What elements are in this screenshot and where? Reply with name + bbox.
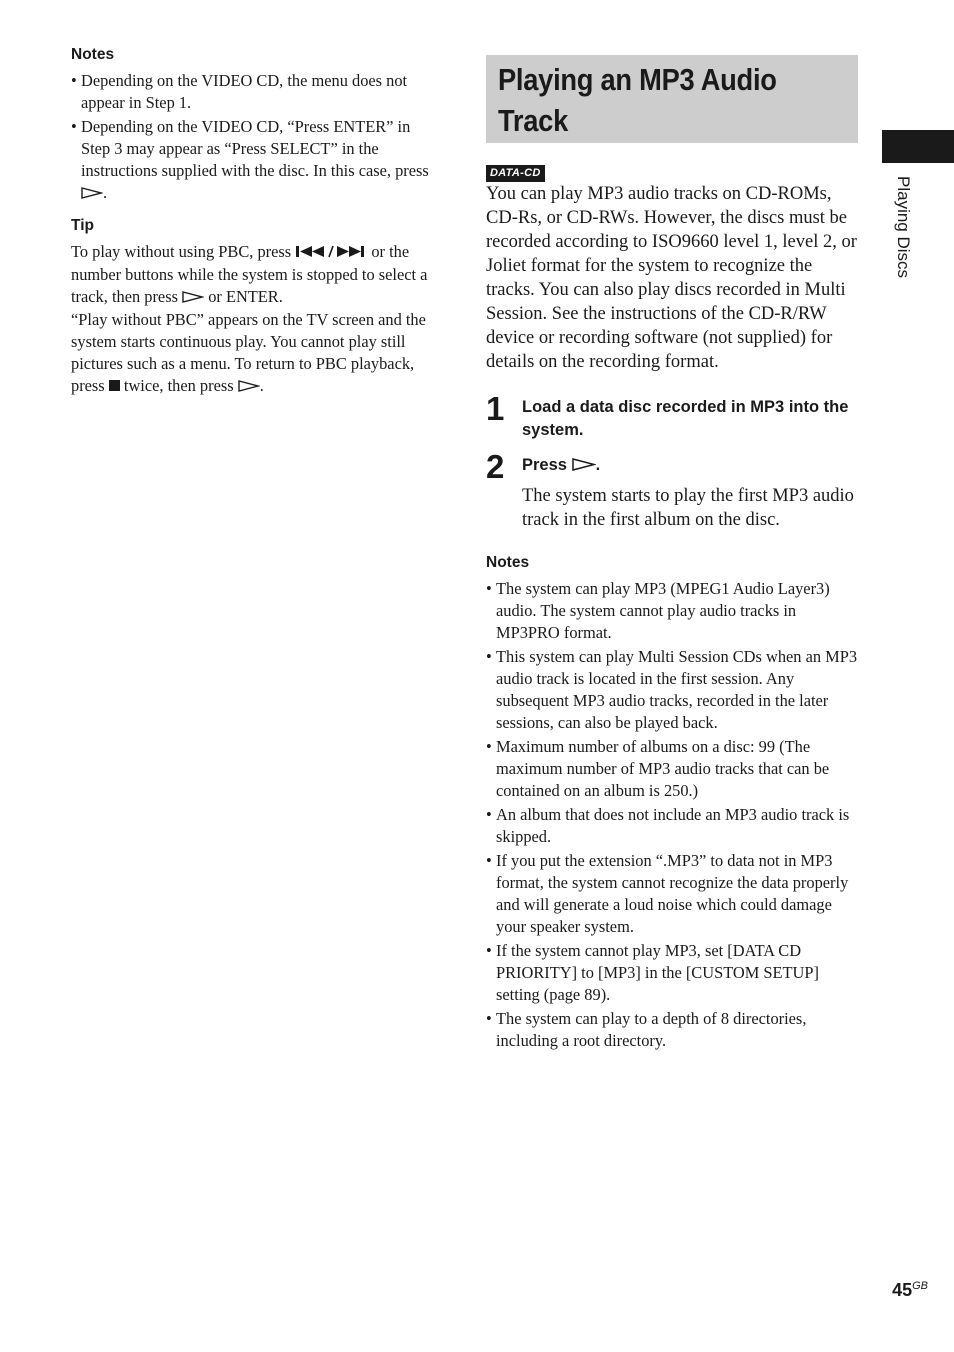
notes-heading: Notes: [486, 554, 530, 571]
note-item: • The system can play MP3 (MPEG1 Audio Layer3) audio. The system cannot play audio tracks in MP3PRO format.: [486, 578, 858, 644]
tip-heading: Tip: [71, 217, 94, 234]
page-number: $45^{GB}$: [892, 1280, 928, 1300]
notes-heading: Notes: [71, 46, 115, 63]
tip-paragraph: “Play without PBC” appears on the TV screen and the system starts continuous play. You cannot play still pictures such as a menu. To return to PBC playback, press twice, then press .: [71, 309, 443, 398]
section-title-box: [486, 55, 858, 143]
step-text: Load a data disc recorded in MP3 into the system.: [522, 398, 849, 439]
play-icon: [182, 287, 204, 309]
play-icon: [572, 455, 596, 478]
page-title: Playing an MP3 Audio Track: [498, 62, 777, 138]
page-number-suffix: GB: [912, 1280, 928, 1292]
step-1: [486, 390, 858, 442]
step-number: 1: [486, 390, 505, 427]
step-number: 2: [486, 448, 505, 485]
note-item: • An album that does not include an MP3 audio track is skipped.: [486, 804, 858, 848]
tip-paragraph: To play without using PBC, press or the number buttons while the system is stopped to select a track, then press or ENTER.: [71, 241, 443, 309]
note-item: • The system can play to a depth of 8 directories, including a root directory.: [486, 1008, 858, 1052]
intro-paragraph: You can play MP3 audio tracks on CD-ROMs, CD-Rs, or CD-RWs. However, the discs must be recorded according to ISO9660 level 1, level 2, or Joliet format for the system to recognize the tracks. You can also play discs recorded in Multi Session. See the instructions of the CD-R/RW device or recording software (not supplied) for details on the recording format.: [486, 184, 857, 372]
play-icon: [238, 376, 260, 398]
section-side-label: Playing Discs: [894, 176, 913, 279]
stop-icon: [109, 380, 120, 391]
left-column: [71, 44, 443, 398]
notes-section: [486, 552, 858, 1052]
note-item: • Depending on the VIDEO CD, the menu does not appear in Step 1.: [71, 70, 443, 114]
note-item: • If you put the extension “.MP3” to data not in MP3 format, the system cannot recognize the data properly and will generate a loud noise which could damage your speaker system.: [486, 850, 858, 938]
step-description: The system starts to play the first MP3 audio track in the first album on the disc.: [522, 486, 854, 530]
note-item: • Maximum number of albums on a disc: 99 (The maximum number of MP3 audio tracks that can be contained on an album is 250.): [486, 736, 858, 802]
right-column: [486, 55, 858, 1054]
note-item: • If the system cannot play MP3, set [DATA CD PRIORITY] to [MP3] in the [CUSTOM SETUP] setting (page 89).: [486, 940, 858, 1006]
data-cd-badge: DATA-CD: [486, 165, 545, 182]
step-2: [486, 448, 858, 532]
play-icon: [81, 183, 103, 205]
step-text: Press .: [522, 454, 858, 478]
notes-list: [486, 578, 858, 1052]
note-item: • This system can play Multi Session CDs when an MP3 audio track is located in the first session. Any subsequent MP3 audio tracks, recorded in the later sessions, can also be played back.: [486, 646, 858, 734]
prev-next-icon: [295, 242, 367, 264]
note-item: • Depending on the VIDEO CD, “Press ENTER” in Step 3 may appear as “Press SELECT” in the instructions supplied with the disc. In this case, press .: [71, 116, 443, 205]
notes-list: [71, 70, 443, 205]
section-tab: [882, 130, 954, 163]
